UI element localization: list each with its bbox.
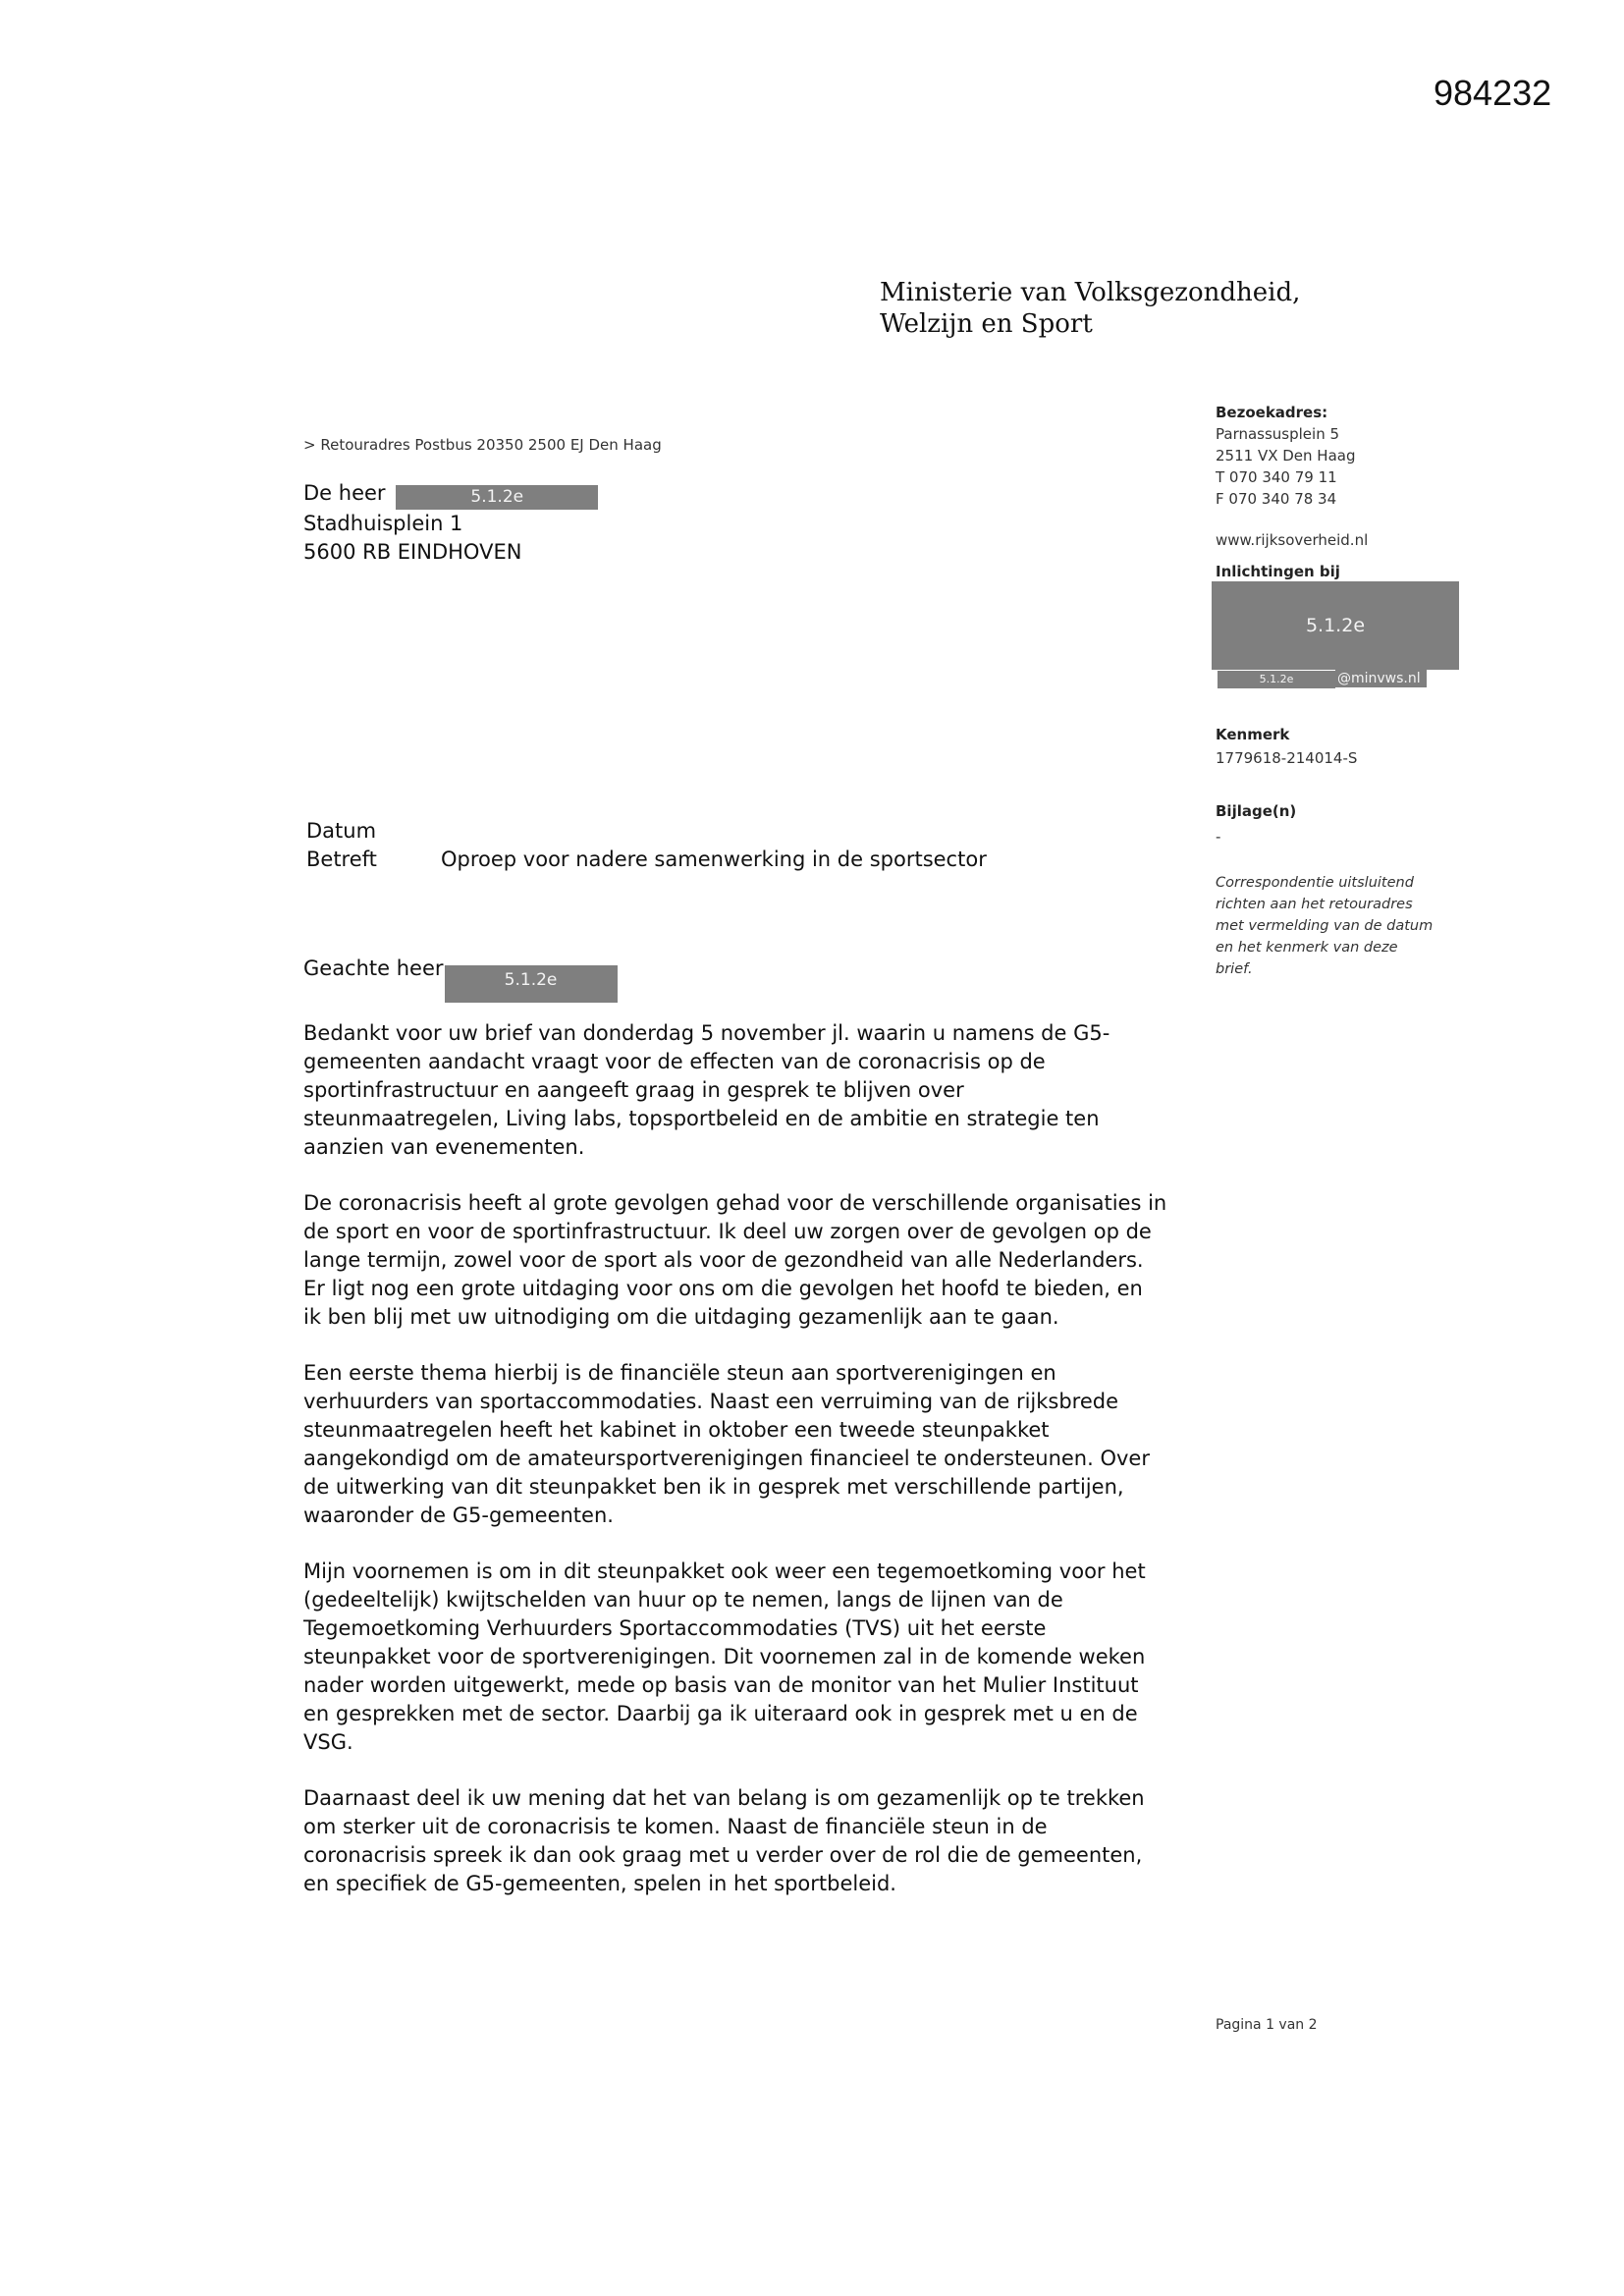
greeting-text: Geachte heer: [303, 957, 444, 980]
recipient-address: [303, 479, 598, 567]
recipient-street: Stadhuisplein 1: [303, 512, 463, 535]
visit-street: Parnassusplein 5: [1216, 425, 1340, 443]
ministry-line-2: Welzijn en Sport: [880, 309, 1093, 339]
redaction-block: 5.1.2e: [1218, 671, 1335, 688]
fax-number: F 070 340 78 34: [1216, 490, 1337, 508]
visit-city: 2511 VX Den Haag: [1216, 447, 1356, 465]
page-number: Pagina 1 van 2: [1216, 2017, 1318, 2033]
body-paragraph: Daarnaast deel ik uw mening dat het van belang is om gezamenlijk op te trekken om sterker uit de coronacrisis te komen. Naast de financiële steun in de coronacrisis spreek ik dan ook graag met u verder over de rol die de gemeenten, en specifiek de G5-gemeenten, spelen in het sportbeleid.: [303, 1786, 1145, 1895]
visit-address-label: Bezoekadres:: [1216, 404, 1328, 421]
contact-email: [1218, 668, 1427, 685]
email-suffix: @minvws.nl: [1335, 670, 1427, 687]
body-paragraph: Bedankt voor uw brief van donderdag 5 november jl. waarin u namens de G5- gemeenten aandacht vraagt voor de effecten van de coronacrisis op de sportinfrastructuur en aangeeft graag in gesprek te blijven over steunmaatregelen, Living labs, topsportbeleid en de ambitie en strategie ten aanzien van evenementen.: [303, 1021, 1110, 1159]
body-paragraph: De coronacrisis heeft al grote gevolgen gehad voor de verschillende organisaties in de sport en voor de sportinfrastructuur. Ik deel uw zorgen over de gevolgen op de lange termijn, zowel voor de sport als voor de gezondheid van alle Nederlanders. Er ligt nog een grote uitdaging voor ons om die gevolgen het hoofd te bieden, en ik ben blij met uw uitnodiging om die uitdaging gezamenlijk aan te gaan.: [303, 1191, 1167, 1329]
subject-row: [306, 846, 987, 874]
letter-meta: [306, 817, 987, 874]
redaction-block: 5.1.2e: [1212, 581, 1459, 670]
recipient-salutation: De heer: [303, 481, 386, 505]
attachments-label: Bijlage(n): [1216, 802, 1297, 820]
body-paragraph: Mijn voornemen is om in dit steunpakket ook weer een tegemoetkoming voor het (gedeeltelijk) kwijtschelden van huur op te nemen, langs de lijnen van de Tegemoetkoming Verhuurders Sportaccommodaties (TVS) uit het eerste steunpakket voor de sportverenigingen. Dit voornemen zal in de komende weken nader worden uitgewerkt, mede op basis van de monitor van het Mulier Instituut en gesprekken met de sector. Daarbij ga ik uiteraard ook in gesprek met u en de VSG.: [303, 1559, 1146, 1754]
info-label: Inlichtingen bij: [1216, 563, 1340, 580]
subject-label: Betreft: [306, 847, 377, 871]
ministry-logo-text: [880, 277, 1300, 340]
website: www.rijksoverheid.nl: [1216, 531, 1369, 549]
document-number: 984232: [1434, 73, 1552, 113]
return-address: > Retouradres Postbus 20350 2500 EJ Den Haag: [303, 436, 662, 454]
reference-label: Kenmerk: [1216, 726, 1290, 743]
body-paragraph: Een eerste thema hierbij is de financiële steun aan sportverenigingen en verhuurders van sportaccommodaties. Naast een verruiming van de rijksbrede steunmaatregelen heeft het kabinet in oktober een tweede steunpakket aangekondigd om de amateursportverenigingen financieel te ondersteunen. Over de uitwerking van dit steunpakket ben ik in gesprek met verschillende partijen, waaronder de G5-gemeenten.: [303, 1361, 1150, 1527]
attachments-value: -: [1216, 828, 1221, 846]
letter-body: [303, 1019, 1207, 1926]
subject-value: Oproep voor nadere samenwerking in de sportsector: [441, 847, 987, 871]
date-row: [306, 817, 987, 846]
date-label: Datum: [306, 819, 377, 843]
redaction-block: 5.1.2e: [396, 485, 598, 510]
recipient-name-line: [303, 479, 598, 510]
phone-number: T 070 340 79 11: [1216, 468, 1337, 486]
recipient-city: 5600 RB EINDHOVEN: [303, 540, 522, 564]
redaction-block: 5.1.2e: [445, 965, 618, 1003]
greeting: [303, 957, 618, 1003]
correspondence-note: Correspondentie uitsluitend richten aan het retouradres met vermelding van de datum en het kenmerk van deze brief.: [1216, 875, 1434, 977]
reference-value: 1779618-214014-S: [1216, 749, 1358, 767]
ministry-line-1: Ministerie van Volksgezondheid,: [880, 278, 1301, 307]
